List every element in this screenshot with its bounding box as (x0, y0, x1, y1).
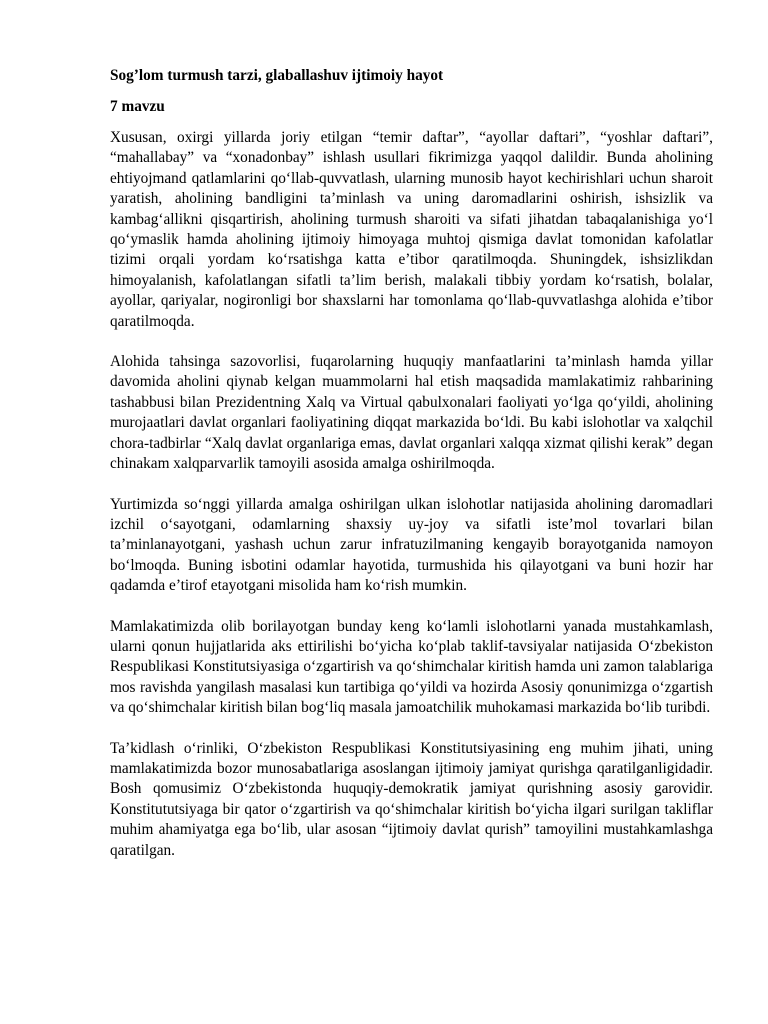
document-page (110, 66, 713, 861)
document-title: Sog’lom turmush tarzi, glaballashuv ijtimoiy hayot (110, 67, 444, 84)
paragraph: Mamlakatimizda olib borilayotgan bunday keng ko‘lamli islohotlarni yanada mustahkamlash, ularni qonun hujjatlarida aks ettirilishi bo‘yicha ko‘plab taklif-tavsiyalar natijasida O‘zbekiston Respublikasi Konstitutsiyasiga o‘zgartirish va qo‘shimchalar kiritish hamda uni zamon talablariga mos ravishda yangilash masalasi kun tartibiga qo‘yildi va hozirda Asosiy qonunimizga o‘zgartish va qo‘shimchalar kiritish bilan bog‘liq masala jamoatchilik muhokamasi markazida bo‘lib turibdi. (110, 617, 713, 717)
paragraph: Yurtimizda so‘nggi yillarda amalga oshirilgan ulkan islohotlar natijasida aholining daromadlari izchil o‘sayotgani, odamlarning shaxsiy uy-joy va sifatli iste’mol tovarlari bilan ta’minlanayotgani, yashash uchun zarur infratuzilmaning kengayib borayotganida namoyon bo‘lmoqda. Buning isbotini odamlar hayotida, turmushida his qilayotgani va buni hozir har qadamda e’tirof etayotgani misolida ham ko‘rish mumkin. (110, 495, 713, 595)
document-subtitle: 7 mavzu (110, 98, 165, 115)
paragraph: Ta’kidlash o‘rinliki, O‘zbekiston Respublikasi Konstitutsiyasining eng muhim jihati, uning mamlakatimizda bozor munosabatlariga asoslangan ijtimoiy jamiyat qurishga qaratilganligidadir. Bosh qomusimiz O‘zbekistonda huquqiy-demokratik jamiyat qurishning asosiy garovidir. Konstitututsiyaga bir qator o‘zgartirish va qo‘shimchalar kiritish bo‘yicha ilgari surilgan takliflar muhim ahamiyatga ega bo‘lib, ular asosan “ijtimoiy davlat qurish” tamoyilini mustahkamlashga qaratilgan. (110, 739, 713, 859)
paragraph: Alohida tahsinga sazovorlisi, fuqarolarning huquqiy manfaatlarini ta’minlash hamda yillar davomida aholini qiynab kelgan muammolarni hal etish maqsadida mamlakatimiz rahbarining tashabbusi bilan Prezidentning Xalq va Virtual qabulxonalari faoliyati yo‘lga qo‘yildi, aholining murojaatlari davlat organlari faoliyatining diqqat markazida bo‘ldi. Bu kabi islohotlar va xalqchil chora-tadbirlar “Xalq davlat organlariga emas, davlat organlari xalqqa xizmat qilishi kerak” degan chinakam xalqparvarlik tamoyili asosida amalga oshirilmoqda. (110, 353, 713, 473)
paragraph: Xususan, oxirgi yillarda joriy etilgan “temir daftar”, “ayollar daftari”, “yoshlar daftari”, “mahallabay” va “xonadonbay” ishlash usullari fikrimizga yaqqol dalildir. Bunda aholining ehtiyojmand qatlamlarini qo‘llab-quvvatlash, ularning munosib hayot kechirishlari uchun sharoit yaratish, aholining bandligini ta’minlash va uning daromadlarini oshirish, ishsizlik va kambag‘allikni qisqartirish, aholining turmush sharoiti va sifati jihatdan tabaqalanishiga yo‘l qo‘ymaslik hamda aholining ijtimoiy himoyaga muhtoj qismiga davlat tomonidan kafolatlar tizimi orqali yordam ko‘rsatishga katta e’tibor qaratilmoqda. Shuningdek, ishsizlikdan himoyalanish, kafolatlangan sifatli ta’lim berish, malakali tibbiy yordam ko‘rsatish, bolalar, ayollar, qariyalar, nogironligi bor shaxslarni har tomonlama qo‘llab-quvvatlashga alohida e’tibor qaratilmoqda. (110, 129, 713, 330)
